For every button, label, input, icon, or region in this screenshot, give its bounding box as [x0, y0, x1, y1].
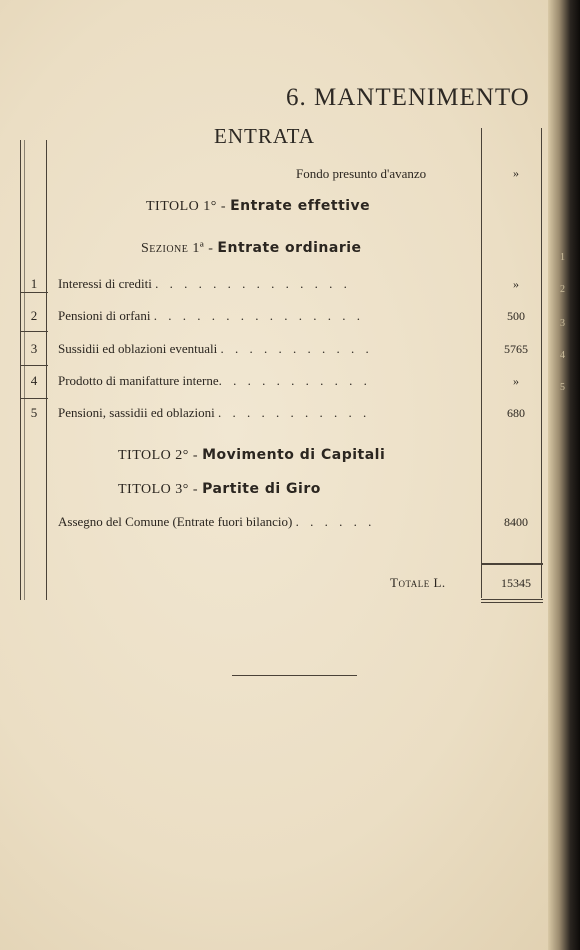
totale-label: Totale L. — [390, 575, 446, 590]
row-separator — [20, 331, 48, 332]
row-label: Prodotto di manifatture interne. . . . . . . . . . . — [58, 373, 371, 388]
amount-column-left-rule — [481, 128, 482, 598]
row-number: 5 — [30, 405, 38, 420]
edge-number: 1 — [560, 252, 565, 263]
row-amount: 5765 — [504, 342, 528, 356]
titolo-3-heading: TITOLO 3° - Partite di Giro — [118, 481, 321, 497]
titolo-3-prefix: TITOLO 3° — [118, 482, 189, 497]
row-separator — [20, 365, 48, 366]
row-separator — [20, 398, 48, 399]
total-underline-rule — [481, 599, 543, 600]
row-number: 1 — [30, 276, 38, 291]
fondo-amount: » — [513, 166, 519, 180]
titolo-3-name: Partite di Giro — [202, 481, 321, 497]
titolo-2-name: Movimento di Capitali — [202, 447, 386, 463]
number-column-rule — [46, 140, 47, 600]
sezione-1-name: Entrate ordinarie — [217, 240, 362, 256]
edge-number: 2 — [560, 284, 565, 295]
row-label: Pensioni di orfani . . . . . . . . . . . . . . . — [58, 308, 364, 323]
totale-amount: 15345 — [501, 576, 531, 590]
row-amount: 680 — [507, 406, 525, 420]
closing-rule — [232, 675, 357, 676]
row-number: 4 — [30, 373, 38, 388]
page-binding-edge — [548, 0, 580, 950]
row-separator — [20, 292, 48, 293]
titolo-1-heading: TITOLO 1° - Entrate effettive — [146, 198, 371, 214]
row-amount: 500 — [507, 309, 525, 323]
edge-number: 5 — [560, 382, 565, 393]
assegno-amount: 8400 — [504, 515, 528, 529]
left-outer-rule-2 — [24, 140, 25, 600]
titolo-2-prefix: TITOLO 2° — [118, 448, 189, 463]
edge-number: 4 — [560, 350, 565, 361]
page-title: 6. MANTENIMENTO — [286, 84, 530, 111]
titolo-2-heading: TITOLO 2° - Movimento di Capitali — [118, 447, 386, 463]
assegno-label: Assegno del Comune (Entrate fuori bilancio) . . . . . . — [58, 514, 376, 529]
row-amount: » — [513, 277, 519, 291]
left-outer-rule — [20, 140, 21, 600]
row-label: Pensioni, sassidii ed oblazioni . . . . . . . . . . . — [58, 405, 371, 420]
row-number: 2 — [30, 308, 38, 323]
amount-column-right-rule — [541, 128, 542, 598]
sezione-1-heading: Sezione 1ª - Entrate ordinarie — [141, 240, 362, 256]
total-underline-rule-2 — [481, 602, 543, 603]
section-title: ENTRATA — [214, 124, 315, 148]
row-label: Sussidii ed oblazioni eventuali . . . . . . . . . . . — [58, 341, 373, 356]
titolo-1-name: Entrate effettive — [230, 198, 371, 214]
row-amount: » — [513, 374, 519, 388]
total-separator-rule — [481, 563, 543, 565]
fondo-label: Fondo presunto d'avanzo — [296, 166, 427, 181]
sezione-1-prefix: Sezione 1ª — [141, 241, 205, 256]
row-number: 3 — [30, 341, 38, 356]
edge-number: 3 — [560, 318, 565, 329]
row-label: Interessi di crediti . . . . . . . . . . . . . . — [58, 276, 351, 291]
titolo-1-prefix: TITOLO 1° — [146, 199, 217, 214]
